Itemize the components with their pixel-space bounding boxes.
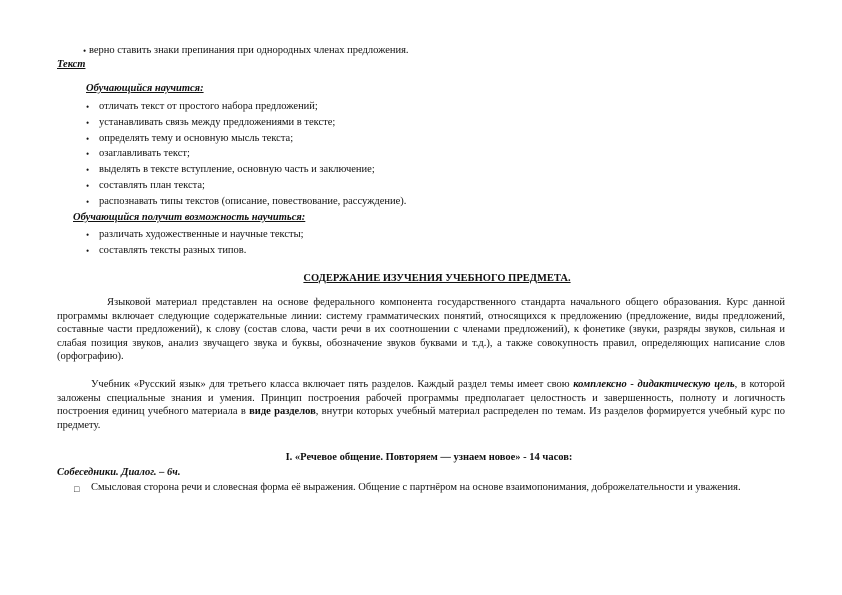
- learn-item: устанавливать связь между предложениями в тексте;: [99, 117, 336, 128]
- learn-heading: Обучающийся научится:: [86, 83, 204, 94]
- bullet-icon: •: [86, 149, 90, 159]
- paragraph-text: Языковой материал представлен на основе федерального компонента государственного стандарта начального общего образования. Курс данной программы включает следующие содержательные линии: систему грамматических понятий, относящихся к предложению (предложение, виды предложений, составные части предложений), к слову (состав слова, части речи в их соотношении с членами предложений), к фонетике (звуки, разряды звуков, сильная и слабая позиция звуков, анализ звучащего звука и буквы, обозначение звуков буквами и т.д.), а также совокупность правил, определяющих написание слов (орфографию).: [57, 297, 785, 363]
- opportunity-item: различать художественные и научные тексты;: [99, 229, 304, 240]
- paragraph-text: , в которой заложены специальные знания и умения. Принцип построения рабочей программы предполагает целостность и завершенность, полноту и логичность построения единиц учебного материала в: [57, 379, 785, 418]
- paragraph-text: , внутри которых учебный материал распределен по темам. Из разделов формируется учебный курс по предмету.: [57, 406, 785, 431]
- bullet-icon: •: [86, 181, 90, 191]
- paragraph-text: Учебник «Русский язык» для третьего класса включает пять разделов. Каждый раздел темы имеет свою: [91, 379, 574, 390]
- paragraph-textbook: [57, 378, 785, 432]
- bullet-icon: •: [86, 197, 90, 207]
- content-heading: СОДЕРЖАНИЕ ИЗУЧЕНИЯ УЧЕБНОГО ПРЕДМЕТА.: [303, 273, 571, 284]
- section-title: I. «Речевое общение. Повторяем — узнаем новое» - 14 часов:: [285, 452, 573, 463]
- bullet-icon: •: [86, 118, 90, 128]
- learn-item: распознавать типы текстов (описание, повествование, рассуждение).: [99, 196, 407, 207]
- bullet-icon: •: [86, 102, 90, 112]
- bold-text: виде разделов: [249, 406, 316, 418]
- opportunity-item: составлять тексты разных типов.: [99, 245, 247, 256]
- learn-item: отличать текст от простого набора предложений;: [99, 101, 318, 112]
- top-bullet-text: верно ставить знаки препинания при однородных членах предложения.: [89, 45, 409, 56]
- paragraph-language-material: [57, 296, 785, 364]
- learn-item: озаглавливать текст;: [99, 148, 190, 159]
- text-section-title: Текст: [57, 59, 86, 70]
- subsection-title: Собеседники. Диалог. – 6ч.: [57, 467, 181, 478]
- square-bullet-icon: □: [74, 484, 80, 494]
- learn-item: составлять план текста;: [99, 180, 205, 191]
- bullet-icon: •: [86, 230, 90, 240]
- bullet-icon: •: [86, 134, 90, 144]
- opportunity-heading: Обучающийся получит возможность научиться:: [73, 212, 306, 223]
- bullet-icon: •: [86, 165, 90, 175]
- subsection-item: Смысловая сторона речи и словесная форма её выражения. Общение с партнёром на основе взаимопонимания, доброжелательности и уважения.: [91, 482, 741, 493]
- bullet-icon: •: [83, 46, 87, 56]
- emphasis-text: комплексно - дидактическую цель: [573, 379, 735, 390]
- learn-item: определять тему и основную мысль текста;: [99, 133, 294, 144]
- learn-item: выделять в тексте вступление, основную часть и заключение;: [99, 164, 375, 175]
- bullet-icon: •: [86, 246, 90, 256]
